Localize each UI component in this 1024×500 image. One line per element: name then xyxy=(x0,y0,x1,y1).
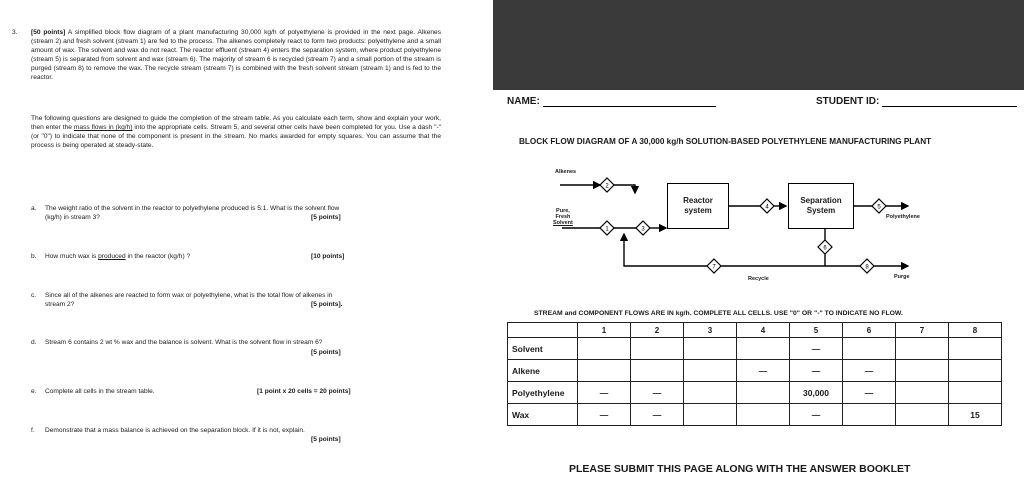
submit-instruction: PLEASE SUBMIT THIS PAGE ALONG WITH THE ANSWER BOOKLET xyxy=(569,463,911,475)
table-cell: — xyxy=(843,360,896,382)
part-b-score: [10 points] xyxy=(311,253,345,260)
col-header: 6 xyxy=(843,323,896,338)
alkenes-label: Alkenes xyxy=(555,169,577,175)
table-cell[interactable] xyxy=(949,360,1002,382)
col-header: 8 xyxy=(949,323,1002,338)
stream-table-header xyxy=(508,323,1002,338)
table-cell[interactable] xyxy=(843,338,896,360)
table-cell[interactable] xyxy=(684,338,737,360)
recycle-label: Recycle xyxy=(748,276,769,282)
question-points: [50 points] xyxy=(31,29,66,36)
part-e-label: e. xyxy=(31,388,37,395)
table-cell[interactable] xyxy=(843,404,896,426)
table-cell: — xyxy=(578,404,631,426)
name-label: NAME: xyxy=(507,96,540,107)
part-b-pre: How much wax is xyxy=(45,253,99,260)
fresh-solvent-line2: Solvent xyxy=(553,220,573,226)
part-a xyxy=(31,205,431,221)
part-f xyxy=(31,427,431,443)
student-id-line xyxy=(882,106,1017,107)
corner-cell xyxy=(508,323,578,338)
reactor-label-2: system xyxy=(684,206,712,215)
alkene-arrow-2 xyxy=(614,185,635,193)
part-c-score: [5 points]. xyxy=(311,301,343,308)
svg-text:6: 6 xyxy=(823,245,827,252)
table-row xyxy=(508,360,1002,382)
name-field[interactable] xyxy=(507,96,716,107)
name-line xyxy=(543,106,716,107)
part-d xyxy=(31,339,431,356)
col-header: 1 xyxy=(578,323,631,338)
table-cell[interactable] xyxy=(631,338,684,360)
part-c-line2: stream 2? xyxy=(45,300,75,308)
part-e-score: [1 point x 20 cells = 20 points] xyxy=(257,388,351,395)
instructions-underlined: mass flows in (kg/h) xyxy=(73,123,133,131)
fresh-solvent-label xyxy=(553,208,573,226)
svg-text:3: 3 xyxy=(641,226,645,233)
part-b xyxy=(31,253,431,262)
reactor-label-1: Reactor xyxy=(683,196,713,206)
part-b-label: b. xyxy=(31,253,37,260)
part-b-underlined: produced xyxy=(98,253,126,260)
instructions xyxy=(31,115,441,151)
table-cell: — xyxy=(843,382,896,404)
row-label: Alkene xyxy=(508,360,578,382)
part-f-label: f. xyxy=(31,427,35,434)
table-cell: — xyxy=(790,360,843,382)
instructions-text-b: into the appropriate cells. Stream 5, and several other cells have been completed for you. Use a dash "-" (or "0") to indicate that none of the component is present in the stream. No marks awarded for empty squares. You can assume that the process is being operated at steady-state. xyxy=(31,123,441,149)
col-header: 5 xyxy=(790,323,843,338)
table-cell: — xyxy=(790,338,843,360)
part-c-label: c. xyxy=(31,292,37,299)
instructions-text-a: The following questions are designed to guide the completion of the stream table. As you calculate each term, show and explain your work, then enter the xyxy=(31,115,441,131)
part-f-score: [5 points] xyxy=(311,436,341,443)
question-panel xyxy=(0,0,490,500)
part-d-score: [5 points] xyxy=(311,349,341,356)
stream-6-marker xyxy=(818,240,832,254)
table-row xyxy=(508,382,1002,404)
table-cell[interactable] xyxy=(896,360,949,382)
col-header: 7 xyxy=(896,323,949,338)
table-row xyxy=(508,338,1002,360)
part-c xyxy=(31,292,431,308)
table-cell[interactable] xyxy=(896,338,949,360)
row-label: Solvent xyxy=(508,338,578,360)
dark-header-band xyxy=(493,0,1024,90)
col-header: 4 xyxy=(737,323,790,338)
part-a-text xyxy=(45,205,437,223)
part-a-line1: The weight ratio of the solvent in the reactor to polyethylene produced is 5:1. What is the solvent flow xyxy=(45,205,340,212)
part-c-line1: Since all of the alkenes are reacted to form wax or polyethylene, what is the total flow of alkenes in xyxy=(45,292,333,299)
stream-1-marker xyxy=(600,221,614,235)
diagram-title: BLOCK FLOW DIAGRAM OF A 30,000 kg/h SOLUTION-BASED POLYETHYLENE MANUFACTURING PLANT xyxy=(519,137,932,146)
svg-text:7: 7 xyxy=(712,264,716,271)
table-cell[interactable] xyxy=(684,404,737,426)
part-d-text: Stream 6 contains 2 wt % wax and the balance is solvent. What is the solvent flow in stream 6? xyxy=(45,339,323,346)
part-a-label: a. xyxy=(31,205,37,212)
table-cell: — xyxy=(578,382,631,404)
reactor-block xyxy=(667,183,729,229)
table-cell: — xyxy=(737,360,790,382)
part-e xyxy=(31,388,431,397)
polyethylene-label: Polyethylene xyxy=(886,214,920,220)
purge-label: Purge xyxy=(894,274,910,280)
table-cell[interactable] xyxy=(737,404,790,426)
stream-7-marker xyxy=(707,259,721,273)
stream-2-marker xyxy=(600,178,614,192)
stream-table-caption: STREAM and COMPONENT FLOWS ARE IN kg/h. COMPLETE ALL CELLS. USE "0" OR "-" TO INDICATE NO FLOW. xyxy=(534,310,903,317)
part-b-post: in the reactor (kg/h) ? xyxy=(125,253,191,260)
table-cell[interactable] xyxy=(737,382,790,404)
col-header: 2 xyxy=(631,323,684,338)
stream-4-marker xyxy=(760,199,774,213)
table-cell: — xyxy=(631,404,684,426)
table-cell: 30,000 xyxy=(790,382,843,404)
svg-text:5: 5 xyxy=(877,204,881,211)
table-cell[interactable] xyxy=(949,382,1002,404)
recycle-line-2 xyxy=(624,234,707,266)
table-cell[interactable] xyxy=(684,360,737,382)
svg-text:2: 2 xyxy=(605,183,609,190)
part-d-label: d. xyxy=(31,339,37,346)
separation-label-2: System xyxy=(806,206,836,215)
svg-text:1: 1 xyxy=(605,226,609,233)
student-id-label: STUDENT ID: xyxy=(816,96,880,107)
question-number: 3. xyxy=(12,29,18,36)
table-cell[interactable] xyxy=(949,338,1002,360)
col-header: 3 xyxy=(684,323,737,338)
stream-3-marker xyxy=(636,221,650,235)
svg-text:8: 8 xyxy=(865,264,869,271)
row-label: Polyethylene xyxy=(508,382,578,404)
separation-label-1: Separation xyxy=(800,196,842,206)
part-b-text xyxy=(45,253,305,262)
separation-block xyxy=(788,183,854,229)
svg-text:4: 4 xyxy=(765,204,769,211)
table-cell: — xyxy=(631,382,684,404)
table-cell[interactable] xyxy=(631,360,684,382)
table-cell[interactable] xyxy=(578,360,631,382)
table-cell[interactable] xyxy=(737,338,790,360)
table-cell[interactable] xyxy=(684,382,737,404)
stream-5-marker xyxy=(872,199,886,213)
student-id-field[interactable] xyxy=(816,96,1017,107)
question-intro xyxy=(31,29,441,83)
part-c-text xyxy=(45,292,437,310)
intro-text: A simplified block flow diagram of a plant manufacturing 30,000 kg/h of polyethylene is provided in the next page. Alkenes (stream 2) and fresh solvent (stream 1) are fed to the process. The alkenes completely react to form two products: polyethylene and a small amount of wax. The solvent and wax do not react. The reactor effluent (stream 4) enters the separation system, where product polyethylene (stream 5) is separated from solvent and wax (stream 6). The majority of stream 6 is recycled (stream 7) and a small portion of the stream is purged (stream 8) to remove the wax. The recycle stream (stream 7) is combined with the fresh solvent stream (stream 1) and is fed to the reactor. xyxy=(31,29,441,81)
table-cell[interactable] xyxy=(896,404,949,426)
table-cell[interactable] xyxy=(578,338,631,360)
fresh-solvent-line1: Pure, Fresh xyxy=(555,208,571,220)
table-cell: 15 xyxy=(949,404,1002,426)
stream-table xyxy=(507,322,1002,426)
part-a-line2: (kg/h) in stream 3? xyxy=(45,213,100,221)
part-e-text: Complete all cells in the stream table. xyxy=(45,388,155,395)
part-a-score: [5 points] xyxy=(311,214,341,221)
stream-8-marker xyxy=(860,259,874,273)
table-cell: — xyxy=(790,404,843,426)
table-row xyxy=(508,404,1002,426)
table-cell[interactable] xyxy=(896,382,949,404)
row-label: Wax xyxy=(508,404,578,426)
part-f-text: Demonstrate that a mass balance is achieved on the separation block. If it is not, explain. xyxy=(45,427,305,434)
